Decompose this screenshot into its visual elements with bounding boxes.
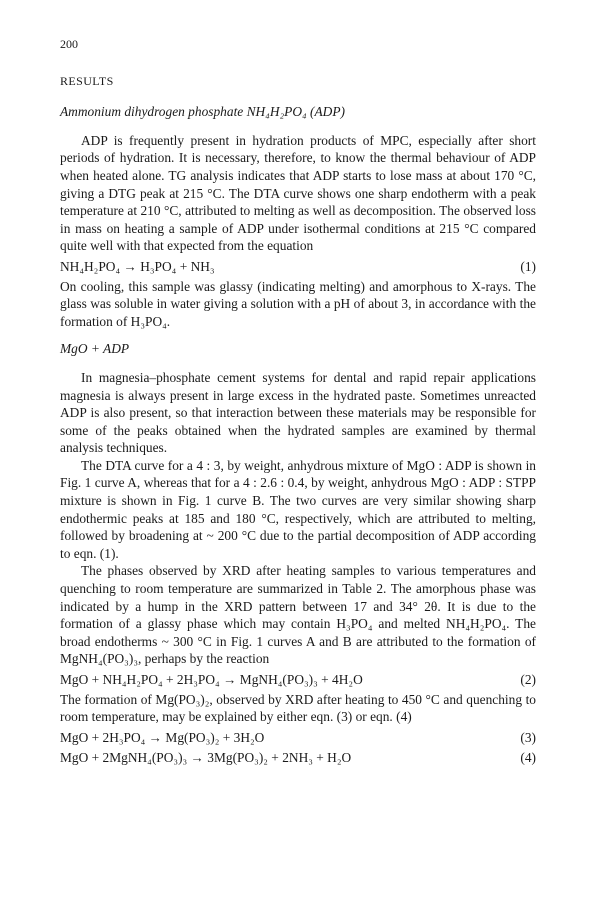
- equation-1: [60, 258, 536, 276]
- paragraph-3: In magnesia–phosphate cement systems for dental and rapid repair applications magnesia is always present in large excess in the hydrated paste. Sometimes unreacted ADP is also present, so that interaction between these materials may be responsible for some of the peaks obtained when the hydrated samples are examined by thermal analysis techniques.: [60, 369, 536, 456]
- subheading-adp: Ammonium dihydrogen phosphate NH₄H₂PO₄ (ADP): [60, 104, 345, 120]
- equation-3: [60, 729, 536, 747]
- equation-2-number: (2): [520, 672, 536, 687]
- subheading-mgo-adp: MgO + ADP: [60, 341, 130, 357]
- section-heading: RESULTS: [60, 73, 114, 88]
- equation-4-number: (4): [520, 750, 536, 766]
- equation-3-number: (3): [520, 729, 536, 745]
- equation-1-number: (1): [520, 258, 536, 274]
- paragraph-2: On cooling, this sample was glassy (indicating melting) and amorphous to X-rays. The glass was soluble in water giving a solution with a pH of about 3, in accordance with the formation of H₃PO₄.: [60, 278, 536, 329]
- page: [60, 36, 536, 769]
- equation-2: [60, 671, 536, 689]
- paragraph-1: ADP is frequently present in hydration products of MPC, especially after short periods of hydration. It is necessary, therefore, to know the thermal behaviour of ADP when heated alone. TG analysis indicates that ADP starts to lose mass at about 170 °C, giving a DTG peak at 215 °C. The DTA curve shows one sharp endotherm with a peak temperature at 210 °C, attributed to melting as well as decomposition. The observed loss in mass on heating a sample of ADP under isothermal conditions at 215 °C compared quite well with that expected from the equation: [60, 132, 536, 254]
- paragraph-5: The phases observed by XRD after heating samples to various temperatures and quenching to room temperature are summarized in Table 2. The amorphous phase was indicated by a hump in the XRD pattern between 17 and 34° 2θ. It is due to the formation of a glassy phase which may contain H₃PO₄ and melted NH₄H₂PO₄. The broad endotherms ~ 300 °C in Fig. 1 curves A and B are attributed to the formation of MgNH₄(PO₃)₃, perhaps by the reaction: [60, 563, 536, 667]
- equation-4-text: MgO + 2MgNH₄(PO₃)₃ → 3Mg(PO₃)₂ + 2NH₃ + H₂O: [60, 750, 352, 766]
- equation-2-text: MgO + NH₄H₂PO₄ + 2H₃PO₄ → MgNH₄(PO₃)₃ + 4H₂O: [60, 672, 363, 687]
- page-number: 200: [60, 37, 78, 51]
- equation-1-text: NH₄H₂PO₄ → H₃PO₄ + NH₃: [60, 258, 215, 274]
- equation-4: [60, 749, 536, 767]
- equation-3-text: MgO + 2H₃PO₄ → Mg(PO₃)₂ + 3H₂O: [60, 729, 265, 745]
- paragraph-4: The DTA curve for a 4 : 3, by weight, anhydrous mixture of MgO : ADP is shown in Fig. 1 curve A, whereas that for a 4 : 2.6 : 0.4, by weight, anhydrous MgO : ADP : STPP mixture is shown in Fig. 1 curve B. The two curves are very similar showing sharp endothermic peaks at 185 and 180 °C, respectively, which are attributed to melting, followed by broadening at ~ 200 °C due to the partial decomposition of ADP according to eqn. (1).: [60, 457, 536, 561]
- paragraph-6: The formation of Mg(PO₃)₂, observed by XRD after heating to 450 °C and quenching to room temperature, may be explained by either eqn. (3) or eqn. (4): [60, 691, 536, 725]
